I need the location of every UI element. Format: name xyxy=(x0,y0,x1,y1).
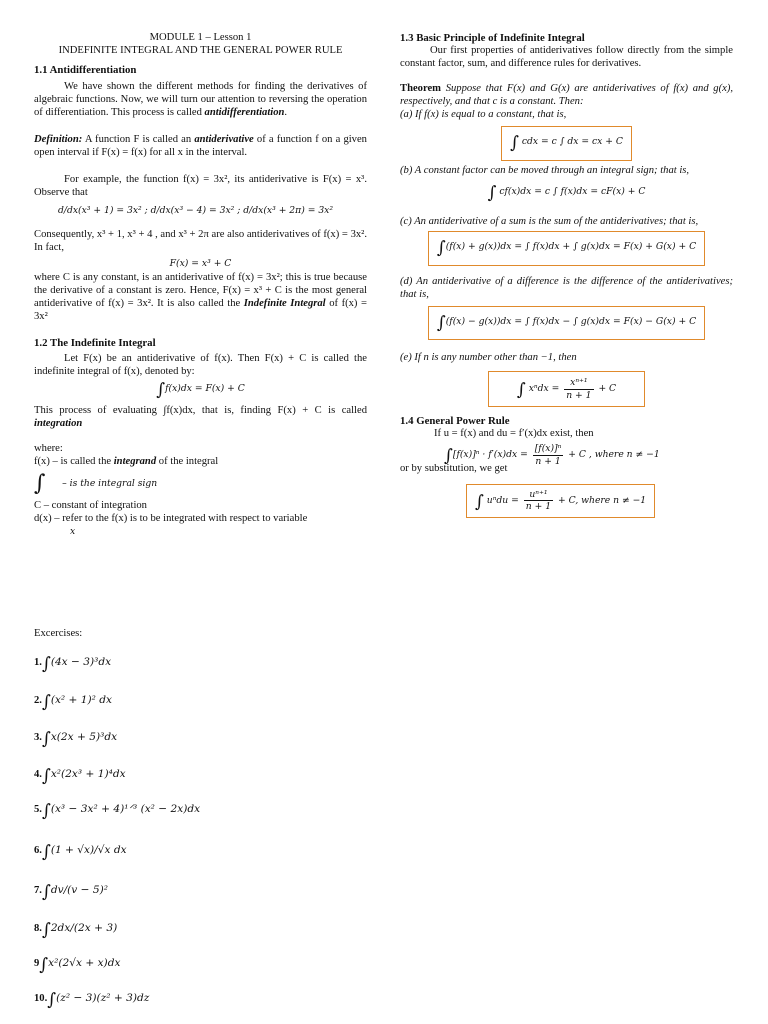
document-title: INDEFINITE INTEGRAL AND THE GENERAL POWER RULE xyxy=(58,44,343,56)
section-heading-1-2: 1.2 The Indefinite Integral xyxy=(34,337,156,350)
derivative-examples: d/dx(x³ + 1) = 3x² ; d/dx(x³ − 4) = 3x² ; d/dx(x³ + 2π) = 3x² xyxy=(58,205,334,217)
consequently-paragraph: Consequently, x³ + 1, x³ + 4 , and x³ + 2π are also antiderivatives of f(x) = 3x². In fact, xyxy=(34,228,367,253)
exercise-item: 4.∫x²(2x³ + 1)⁴dx xyxy=(34,766,126,786)
integration-paragraph: This process of evaluating ∫f(x)dx, that is, finding F(x) + C is called integration xyxy=(34,405,367,430)
definition-differential: d(x) – refer to the f(x) is to be integrated with respect to variable xyxy=(34,512,308,524)
exercise-item: 2.∫(x² + 1)² dx xyxy=(34,692,113,712)
rule-e-text: (e) If n is any number other than −1, then xyxy=(400,352,577,364)
where-paragraph: where C is any constant, is an antiderivative of f(x) = 3x²; this is true because the derivative of a constant is zero. Hence, F(x) = x³ + C is the most general antiderivative of f(x) = 3x². It is also called the Indefinite Integral of f(x) = 3x² xyxy=(34,271,367,322)
antidiff-paragraph: We have shown the different methods for finding the derivatives of algebraic functions. Now, we will turn our attention to reversing the operation of differentiation. This process is called antidifferentiation. xyxy=(34,81,367,118)
rule-d-box: ∫(f(x) − g(x))dx = ∫ f(x)dx − ∫ g(x)dx = F(x) − G(x) + C xyxy=(428,306,705,341)
integral-sign-icon: ∫ xyxy=(156,380,166,401)
definition-constant: C – constant of integration xyxy=(34,499,147,511)
rule-a-text: (a) If f(x) is equal to a constant, that is, xyxy=(400,108,567,120)
power-rule-condition: If u = f(x) and du = f′(x)dx exist, then xyxy=(434,428,594,440)
theorem-paragraph: Theorem Suppose that F(x) and G(x) are antiderivatives of f(x) and g(x), respectively, and that c is a constant. Then: xyxy=(400,83,733,107)
exercise-item: 3.∫x(2x + 5)³dx xyxy=(34,729,118,749)
left-column xyxy=(34,32,367,537)
integral-sign-icon: ∫ xyxy=(34,470,46,496)
rule-c-box: ∫(f(x) + g(x))dx = ∫ f(x)dx + ∫ g(x)dx = F(x) + G(x) + C xyxy=(428,231,705,266)
where-label: where: xyxy=(34,443,63,455)
exercise-item: 7.∫dv/(v − 5)² xyxy=(34,882,108,902)
example-paragraph: For example, the function f(x) = 3x², its antiderivative is F(x) = x³. Observe that xyxy=(34,173,367,198)
section-heading-1-4: 1.4 General Power Rule xyxy=(400,415,510,428)
section-heading-1-1: 1.1 Antidifferentiation xyxy=(34,63,137,76)
exercises-title: Excercises: xyxy=(34,628,83,639)
exercise-item: 5.∫(x³ − 3x² + 4)¹ᐟ³ (x² − 2x)dx xyxy=(34,801,201,821)
definition-variable: x xyxy=(70,525,76,537)
definition-integrand: f(x) – is called the integrand of the integral xyxy=(34,455,219,467)
definition-integral-sign: ∫ – is the integral sign xyxy=(34,470,158,496)
section-heading-1-3: 1.3 Basic Principle of Indefinite Integral xyxy=(400,32,585,44)
rule-a-box: ∫ cdx = c ∫ dx = cx + C xyxy=(501,126,632,161)
exercise-item: 8.∫2dx/(2x + 3) xyxy=(34,920,118,940)
substitution-text: or by substitution, we get xyxy=(400,463,508,475)
general-antiderivative: F(x) = x³ + C xyxy=(169,257,232,269)
module-label: MODULE 1 – Lesson 1 xyxy=(149,32,252,43)
indefinite-integral-formula: ∫f(x)dx = F(x) + C xyxy=(156,380,245,401)
exercise-item: 9∫x²(2√x + x)dx xyxy=(34,955,121,975)
power-rule-formula: ∫[f(x)]ⁿ · f′(x)dx = $\frac{\text{[f(x)]ⁿ}}{n + 1}$ + C , where n ≠ −1 xyxy=(444,443,660,467)
exercise-item: 10.∫(z² − 3)(z² + 3)dz xyxy=(34,990,150,1010)
exercise-item: 6.∫(1 + √x)/√x dx xyxy=(34,842,127,862)
definition-paragraph: Definition: A function F is called an antiderivative of a function f on a given open interval if F(x) = f(x) for all x in the interval. xyxy=(34,133,367,158)
exercise-item: 1.∫(4x − 3)³dx xyxy=(34,654,112,674)
rule-b-text: (b) A constant factor can be moved through an integral sign; that is, xyxy=(400,164,690,176)
rule-c-text: (c) An antiderivative of a sum is the sum of the antiderivatives; that is, xyxy=(400,216,699,228)
power-rule-substitution-box: ∫ uⁿdu = $\frac{\text{uⁿ⁺¹}}{n + 1}$ + C, where n ≠ −1 xyxy=(466,484,655,518)
indefinite-integral-paragraph: Let F(x) be an antiderivative of f(x). Then F(x) + C is called the indefinite integral of f(x), denoted by: xyxy=(34,352,367,377)
right-column xyxy=(400,32,733,518)
basic-principle-paragraph: Our first properties of antiderivatives follow directly from the simple constant factor, sum, and difference rules for derivatives. xyxy=(400,45,733,70)
rule-d-text: (d) An antiderivative of a difference is the difference of the antiderivatives; that is, xyxy=(400,275,733,300)
rule-b-formula: ∫ cf(x)dx = c ∫ f(x)dx = cF(x) + C xyxy=(487,183,646,204)
rule-e-box: ∫ xⁿdx = $\frac{\text{xⁿ⁺¹}}{n + 1}$ + C xyxy=(488,371,645,407)
